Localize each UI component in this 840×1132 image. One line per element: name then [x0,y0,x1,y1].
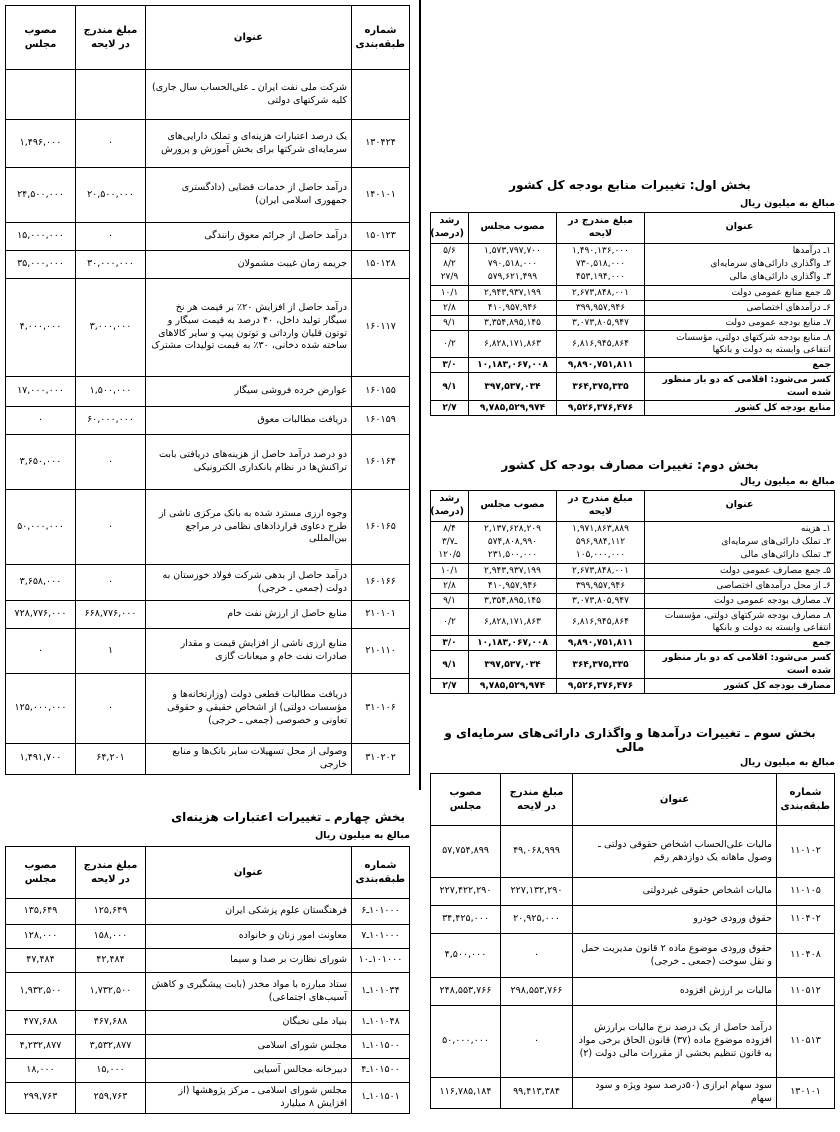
row-title: ۸ـ مصارف بودجه شرکتهای دولتی، مؤسسات انتفاعی وابسته به دولت و بانکها [645,609,835,636]
grouped-line: ۵۷۴,۸۰۸,۹۹۰ [487,536,538,547]
row-bill: ۴۶۷,۶۸۸ [76,1011,146,1035]
grouped-line: ۲۷/۹ [440,271,459,282]
row-bill: ۱۵۸,۰۰۰ [76,925,146,949]
row-growth: ۳/۰ [431,636,469,651]
row-title: جمع [645,358,835,373]
grouped-bill [557,243,645,285]
row-bill: ۰ [76,120,146,168]
row-bill: ۲,۶۷۳,۸۴۸,۰۰۱ [557,285,645,300]
grouped-approved [469,521,557,563]
grouped-line: ۸/۲ [443,258,456,269]
row-bill: ۰ [76,490,146,565]
grouped-line: ۳ـ تملک دارائی‌های مالی [740,549,831,560]
row-code: ۱۳۰۴۲۴ [352,120,410,168]
row-title: مجلس شورای اسلامی ـ مرکز پژوهشها (از افزایش ۸ میلیارد [146,1083,352,1114]
row-code: ۳۱۰۲۰۲ [352,744,410,775]
col-title: عنوان [645,491,835,522]
row-approved: ۴,۲۳۲,۸۷۷ [6,1035,76,1059]
table-row [6,1011,410,1035]
row-code: ۲۱۰۱۱۰ [352,629,410,674]
section1-table [430,212,835,416]
row-title: منابع بودجه کل کشور [645,400,835,415]
grouped-growth [431,243,469,285]
col-approved: مصوب مجلس [431,774,501,826]
grouped-line: ۱ـ هزینه [800,523,831,534]
row-approved: ۲۹۹,۷۶۳ [6,1083,76,1114]
row-approved: ۲,۹۴۳,۹۳۷,۱۹۹ [469,285,557,300]
table-row [6,279,410,377]
col-bill: مبلغ مندرج در لایحه [501,774,573,826]
col-title: عنوان [573,774,777,826]
row-title: مالیات علی‌الحساب اشخاص حقوقی دولتی ـ وصول ماهانه یک دوازدهم رقم [573,826,777,878]
row-title: کسر می‌شود: اقلامی که دو بار منظور شده است [645,373,835,400]
table-row [6,949,410,973]
row-approved: ۳۴,۴۲۵,۰۰۰ [431,906,501,934]
row-approved: ۷۲۸,۷۷۶,۰۰۰ [6,601,76,629]
section4-table [5,846,410,1114]
grouped-bill [557,521,645,563]
row-title: بنیاد ملی نخبگان [146,1011,352,1035]
row-code: ۱۳۰۱۰۱ [777,1078,835,1109]
grouped-line: ۷۹۰,۵۱۸,۰۰۰ [487,258,538,269]
table-row [6,674,410,744]
grouped-line: ۵/۶ [443,245,456,256]
grouped-line: ۱,۵۷۳,۷۹۷,۷۰۰ [484,245,541,256]
row-bill: ۳۹۹,۹۵۷,۹۴۶ [557,578,645,593]
row-bill: ۴۹,۰۶۸,۹۹۹ [501,826,573,878]
row-approved: ۹,۷۸۵,۵۲۹,۹۷۴ [469,678,557,693]
row-title: ۶ـ درآمدهای اختصاصی [645,300,835,315]
column-divider [419,0,421,790]
table-row [6,744,410,775]
row-code: ۱۰۱۰۴۸ـ۱ [352,1011,410,1035]
col-title: عنوان [645,213,835,244]
table-row [6,168,410,223]
row-bill: ۶۴,۲۰۱ [76,744,146,775]
table-row [6,973,410,1011]
row-title: ۷ـ منابع بودجه عمومی دولت [645,315,835,330]
row-approved: ۲۲۷,۴۲۲,۲۹۰ [431,878,501,906]
row-bill: ۱۲۵,۶۴۹ [76,899,146,925]
row-approved: ۳,۶۵۸,۰۰۰ [6,565,76,601]
row-code: ۱۰۱۵۰۰ـ۱ [352,1035,410,1059]
row-bill: ۲۹۸,۵۵۳,۷۶۶ [501,978,573,1006]
row-growth: ۲/۷ [431,400,469,415]
table-row [431,300,835,315]
row-growth: ۱۰/۱ [431,285,469,300]
row-code: ۱۵۰۱۲۳ [352,223,410,251]
row-approved: ۴۷,۴۸۴ [6,949,76,973]
section4-title: بخش چهارم ـ تغییرات اعتبارات هزینه‌ای [171,810,405,824]
table-row [431,878,835,906]
row-bill: ۰ [76,565,146,601]
row-title: درآمد حاصل از بدهی شرکت فولاد خوزستان به دولت (جمعی ـ خرجی) [146,565,352,601]
row-title: دریافت مطالبات معوق [146,407,352,435]
table-row [6,251,410,279]
row-title: مالیات اشخاص حقوقی غیردولتی [573,878,777,906]
table-row [431,978,835,1006]
table-row [6,1083,410,1114]
table-row [6,490,410,565]
row-approved: ۶,۸۲۸,۱۷۱,۸۶۳ [469,331,557,358]
col-bill: مبلغ مندرج در لایحه [76,847,146,899]
row-growth: ۰/۲ [431,609,469,636]
row-approved: ۱۷,۰۰۰,۰۰۰ [6,377,76,407]
section2-table [430,490,835,694]
table-row [431,1078,835,1109]
row-bill: ۰ [76,435,146,490]
row-title: حقوق ورودی خودرو [573,906,777,934]
table-row [6,1059,410,1083]
row-code: ۱۱۰۴۰۸ [777,934,835,978]
row-bill: ۰ [76,674,146,744]
row-growth: ۹/۱ [431,315,469,330]
row-bill [76,70,146,120]
row-bill: ۱,۵۰۰,۰۰۰ [76,377,146,407]
continuation-table [5,5,410,775]
table-row [431,934,835,978]
row-code: ۱۶۰۱۱۷ [352,279,410,377]
row-approved: ۱,۹۳۲,۵۰۰ [6,973,76,1011]
row-code: ۲۱۰۱۰۱ [352,601,410,629]
row-code: ۱۰۱۰۳۴ـ۱ [352,973,410,1011]
row-title: معاونت امور زنان و خانواده [146,925,352,949]
table-row [431,578,835,593]
row-approved: ۲۴,۵۰۰,۰۰۰ [6,168,76,223]
grouped-line: ۵۹۶,۹۸۴,۱۱۲ [575,536,626,547]
row-title: حقوق ورودی موضوع ماده ۲ قانون مدیریت حمل و نقل سوخت (جمعی ـ خرجی) [573,934,777,978]
table-row [6,899,410,925]
row-title: درآمد حاصل از خدمات قضایی (دادگستری جمهوری اسلامی ایران) [146,168,352,223]
row-bill: ۲۵۹,۷۶۳ [76,1083,146,1114]
row-approved: ۵۷,۷۵۴,۸۹۹ [431,826,501,878]
row-bill: ۲۰,۵۰۰,۰۰۰ [76,168,146,223]
row-bill: ۳,۰۷۳,۸۰۵,۹۴۷ [557,315,645,330]
row-title: عوارض خرده فروشی سیگار [146,377,352,407]
row-title: درآمد حاصل از یک درصد نرخ مالیات برارزش افزوده موضوع ماده (۳۷) قانون الحاق برخی مواد به قانون تنظیم بخشی از مقررات مالی دولت (۲) [573,1006,777,1078]
grouped-line: ۲ـ واگذاری دارائی‌های سرمایه‌ای [710,258,831,269]
grouped-titles [645,243,835,285]
row-code: ۱۰۱۵۰۱ـ۱ [352,1083,410,1114]
row-code: ۱۶۰۱۶۴ [352,435,410,490]
grouped-approved [469,243,557,285]
section3-title: بخش سوم ـ تغییرات درآمدها و واگذاری دارائی‌های سرمایه‌ای و مالی [444,726,816,754]
row-title: ۵ـ جمع مصارف عمومی دولت [645,563,835,578]
row-approved: ۱۲۸,۰۰۰ [6,925,76,949]
col-approved: مصوب مجلس [6,6,76,70]
row-approved: ۴,۰۰۰,۰۰۰ [6,279,76,377]
row-growth: ۱۰/۱ [431,563,469,578]
table-row [431,906,835,934]
section3-unit: مبالغ به میلیون ریال [739,757,835,768]
col-approved: مصوب مجلس [469,491,557,522]
grouped-titles [645,521,835,563]
row-approved: ۹,۷۸۵,۵۲۹,۹۷۴ [469,400,557,415]
row-code: ۱۰۱۰۰۰ـ۱۰ [352,949,410,973]
col-bill: مبلغ مندرج در لایحه [76,6,146,70]
row-title: ۸ـ منابع بودجه شرکتهای دولتی، مؤسسات انتفاعی وابسته به دولت و بانکها [645,331,835,358]
row-bill: ۰ [501,1006,573,1078]
table-row [431,678,835,693]
row-approved: ۵۰,۰۰۰,۰۰۰ [431,1006,501,1078]
row-bill: ۶۰,۰۰۰,۰۰۰ [76,407,146,435]
row-title: ۷ـ مصارف بودجه عمومی دولت [645,593,835,608]
row-approved: ۳۹۷,۵۳۷,۰۳۴ [469,651,557,678]
grouped-line: ۱,۴۹۰,۱۳۶,۰۰۰ [572,245,629,256]
table-row [431,315,835,330]
row-growth: ۲/۷ [431,678,469,693]
col-code: شماره طبقه‌بندی [352,6,410,70]
table-row [431,1006,835,1078]
table-row [431,651,835,678]
row-code: ۱۶۰۱۶۶ [352,565,410,601]
row-code: ۱۴۰۱۰۱ [352,168,410,223]
row-bill: ۹۹,۴۱۳,۳۸۴ [501,1078,573,1109]
table-row [431,636,835,651]
row-code: ۱۵۰۱۲۸ [352,251,410,279]
table-row [431,331,835,358]
row-title: وجوه ارزی مسترد شده به بانک مرکزی ناشی از طرح دعاوی قراردادهای نظامی در مراجع بین‌المللی [146,490,352,565]
row-title: ۶ـ از محل درآمدهای اختصاصی [645,578,835,593]
row-approved: ۲,۹۴۳,۹۳۷,۱۹۹ [469,563,557,578]
grouped-line: ۴۵۳,۱۹۴,۰۰۰ [575,271,626,282]
row-title: جریمه زمان غیبت مشمولان [146,251,352,279]
row-title: منابع ارزی ناشی از افزایش قیمت و مقدار صادرات نفت خام و میعانات گازی [146,629,352,674]
grouped-line: ۱,۹۷۱,۸۶۳,۸۸۹ [572,523,629,534]
row-code: ۱۱۰۵۱۲ [777,978,835,1006]
table-row [6,925,410,949]
grouped-line: ۱ـ درآمدها [792,245,831,256]
table-row [431,358,835,373]
row-bill: ۹,۵۲۶,۳۷۶,۴۷۶ [557,678,645,693]
row-bill: ۳۰,۰۰۰,۰۰۰ [76,251,146,279]
grouped-line: ۳ـ واگذاری دارائی‌های مالی [729,271,831,282]
row-approved: ۴۱۰,۹۵۷,۹۴۶ [469,578,557,593]
row-bill: ۲۲۷,۱۳۲,۲۹۰ [501,878,573,906]
grouped-line: ۲ـ تملک دارائی‌های سرمایه‌ای [721,536,831,547]
col-approved: مصوب مجلس [6,847,76,899]
row-approved: ۱,۴۹۶,۰۰۰ [6,120,76,168]
row-approved: ۱۵,۰۰۰,۰۰۰ [6,223,76,251]
section3-table [430,773,835,1109]
row-growth: ۹/۱ [431,651,469,678]
row-title: فرهنگستان علوم پزشکی ایران [146,899,352,925]
table-row [431,593,835,608]
row-code [352,70,410,120]
table-row [6,120,410,168]
row-approved: ۳۹۷,۵۳۷,۰۳۴ [469,373,557,400]
grouped-growth [431,521,469,563]
row-approved: ۵۰,۰۰۰,۰۰۰ [6,490,76,565]
row-title: ۵ـ جمع منابع عمومی دولت [645,285,835,300]
table-row [431,373,835,400]
table-row [431,285,835,300]
row-code: ۱۰۱۰۰۰ـ۷ [352,925,410,949]
row-bill: ۳۹۹,۹۵۷,۹۴۶ [557,300,645,315]
row-code: ۱۰۱۰۰۰ـ۶ [352,899,410,925]
row-approved: ۱۰,۱۸۳,۰۶۷,۰۰۸ [469,636,557,651]
row-approved: ۰ [6,407,76,435]
row-title: دبیرخانه مجالس آسیایی [146,1059,352,1083]
grouped-line: ـ۳/۷ [441,536,458,547]
row-bill: ۶,۸۱۶,۹۴۵,۸۶۴ [557,609,645,636]
row-title: دو درصد درآمد حاصل از هزینه‌های دریافتی بابت تراکنش‌ها در نظام بانکداری الکترونیکی [146,435,352,490]
row-growth: ۹/۱ [431,373,469,400]
row-title: سود سهام ابرازی (۵۰درصد سود ویژه و سود سهام [573,1078,777,1109]
col-code: شماره طبقه‌بندی [352,847,410,899]
table-row [431,563,835,578]
col-growth: رشد (درصد) [431,213,469,244]
row-growth: ۳/۰ [431,358,469,373]
table-row [6,629,410,674]
row-bill: ۳۶۴,۳۷۵,۳۳۵ [557,373,645,400]
table-row [6,565,410,601]
row-growth: ۲/۸ [431,578,469,593]
table-row [6,407,410,435]
row-title: وصولی از محل تسهیلات سایر بانک‌ها و منابع خارجی [146,744,352,775]
row-approved: ۶,۸۲۸,۱۷۱,۸۶۳ [469,609,557,636]
col-growth: رشد (درصد) [431,491,469,522]
row-bill: ۲۰,۹۲۵,۰۰۰ [501,906,573,934]
row-approved: ۴,۵۰۰,۰۰۰ [431,934,501,978]
grouped-line: ۲,۱۳۷,۶۲۸,۲۰۹ [484,523,541,534]
row-code: ۱۶۰۱۶۵ [352,490,410,565]
row-approved: ۴۷۷,۶۸۸ [6,1011,76,1035]
row-approved: ۳۵,۰۰۰,۰۰۰ [6,251,76,279]
row-bill: ۱ [76,629,146,674]
row-title: یک درصد اعتبارات هزینه‌ای و تملک دارایی‌های سرمایه‌ای شرکتها برای بخش آموزش و پرورش [146,120,352,168]
row-title: دریافت مطالبات قطعی دولت (وزارتخانه‌ها و مؤسسات دولتی) از اشخاص حقیقی و حقوقی تعاونی و خصوصی (جمعی ـ خرجی) [146,674,352,744]
table-row [6,1035,410,1059]
row-bill: ۳۶۴,۳۷۵,۳۳۵ [557,651,645,678]
row-code: ۱۱۰۵۱۳ [777,1006,835,1078]
section2-title: بخش دوم: تغییرات مصارف بودجه کل کشور [501,458,759,472]
row-title: ستاد مبارزه با مواد مخدر (بابت پیشگیری و کاهش آسیب‌های اجتماعی) [146,973,352,1011]
row-growth: ۰/۲ [431,331,469,358]
row-title: مالیات بر ارزش افزوده [573,978,777,1006]
grouped-line: ۱۲۰/۵ [438,549,461,560]
section4-unit: مبالغ به میلیون ریال [314,830,410,841]
section1-unit: مبالغ به میلیون ریال [739,198,835,209]
row-title: شرکت ملی نفت ایران ـ علی‌الحساب سال جاری) کلیه شرکتهای دولتی [146,70,352,120]
row-approved: ۴۱۰,۹۵۷,۹۴۶ [469,300,557,315]
section2-unit: مبالغ به میلیون ریال [739,476,835,487]
table-row [6,435,410,490]
grouped-line: ۱۰۵,۰۰۰,۰۰۰ [575,549,626,560]
row-title: درآمد حاصل از جرائم معوق رانندگی [146,223,352,251]
row-growth: ۹/۱ [431,593,469,608]
row-bill: ۳,۰۷۳,۸۰۵,۹۴۷ [557,593,645,608]
row-bill: ۴۲,۴۸۴ [76,949,146,973]
col-bill: مبلغ مندرج در لایحه [557,213,645,244]
row-code: ۱۰۱۵۰۰ـ۴ [352,1059,410,1083]
table-row [6,377,410,407]
row-title: کسر می‌شود: اقلامی که دو بار منظور شده است [645,651,835,678]
row-bill: ۰ [76,223,146,251]
row-bill: ۳,۰۰۰,۰۰۰ [76,279,146,377]
row-approved: ۳,۶۵۰,۰۰۰ [6,435,76,490]
row-code: ۳۱۰۱۰۶ [352,674,410,744]
table-row [431,609,835,636]
row-code: ۱۱۰۱۰۲ [777,826,835,878]
row-approved: ۱۲۵,۰۰۰,۰۰۰ [6,674,76,744]
row-title: مجلس شورای اسلامی [146,1035,352,1059]
row-code: ۱۶۰۱۵۹ [352,407,410,435]
row-code: ۱۶۰۱۵۵ [352,377,410,407]
row-bill: ۹,۸۹۰,۷۵۱,۸۱۱ [557,358,645,373]
row-approved: ۲۴۸,۵۵۳,۷۶۶ [431,978,501,1006]
row-approved: ۱۰,۱۸۳,۰۶۷,۰۰۸ [469,358,557,373]
row-title: منابع حاصل از ارزش نفت خام [146,601,352,629]
row-bill: ۱۵,۰۰۰ [76,1059,146,1083]
row-title: جمع [645,636,835,651]
table-row [431,400,835,415]
table-row [6,70,410,120]
row-approved: ۱۱۶,۷۸۵,۱۸۴ [431,1078,501,1109]
col-title: عنوان [146,6,352,70]
row-bill: ۶,۸۱۶,۹۴۵,۸۶۴ [557,331,645,358]
section1-title: بخش اول: تغییرات منابع بودجه کل کشور [509,178,751,192]
row-approved: ۳,۳۵۴,۸۹۵,۱۴۵ [469,593,557,608]
row-approved [6,70,76,120]
table-row [6,601,410,629]
col-approved: مصوب مجلس [469,213,557,244]
grouped-line: ۲۳۱,۵۰۰,۰۰۰ [487,549,538,560]
row-approved: ۱۸,۰۰۰ [6,1059,76,1083]
row-bill: ۹,۸۹۰,۷۵۱,۸۱۱ [557,636,645,651]
row-code: ۱۱۰۴۰۲ [777,906,835,934]
row-approved: ۱۳۵,۶۴۹ [6,899,76,925]
table-row [431,826,835,878]
col-title: عنوان [146,847,352,899]
row-bill: ۰ [501,934,573,978]
grouped-line: ۷۳۰,۵۱۸,۰۰۰ [575,258,626,269]
row-approved: ۳,۳۵۴,۸۹۵,۱۴۵ [469,315,557,330]
row-growth: ۲/۸ [431,300,469,315]
grouped-row [431,243,835,285]
row-bill: ۳,۵۳۲,۸۷۷ [76,1035,146,1059]
row-title: شورای نظارت بر صدا و سیما [146,949,352,973]
row-approved: ۱,۴۹۱,۷۰۰ [6,744,76,775]
row-bill: ۲,۶۷۳,۸۴۸,۰۰۱ [557,563,645,578]
table-row [6,223,410,251]
grouped-line: ۸/۴ [443,523,456,534]
row-approved: ۰ [6,629,76,674]
row-bill: ۹,۵۲۶,۳۷۶,۴۷۶ [557,400,645,415]
row-bill: ۶۶۸,۷۷۶,۰۰۰ [76,601,146,629]
row-title: درآمد حاصل از افزایش ۲۰٪ بر قیمت هر نخ سیگار تولید داخل، ۴۰ درصد به قیمت سیگار و توتون قلیان وارداتی و توتون پیپ و سایر کالاهای ساخته شده دخانی، ۳۰٪ به قیمت تولیدات مشترک [146,279,352,377]
col-code: شماره طبقه‌بندی [777,774,835,826]
row-title: مصارف بودجه کل کشور [645,678,835,693]
row-code: ۱۱۰۱۰۵ [777,878,835,906]
col-bill: مبلغ مندرج در لایحه [557,491,645,522]
grouped-line: ۵۷۹,۶۲۱,۴۹۹ [487,271,538,282]
grouped-row [431,521,835,563]
row-bill: ۱,۷۳۲,۵۰۰ [76,973,146,1011]
